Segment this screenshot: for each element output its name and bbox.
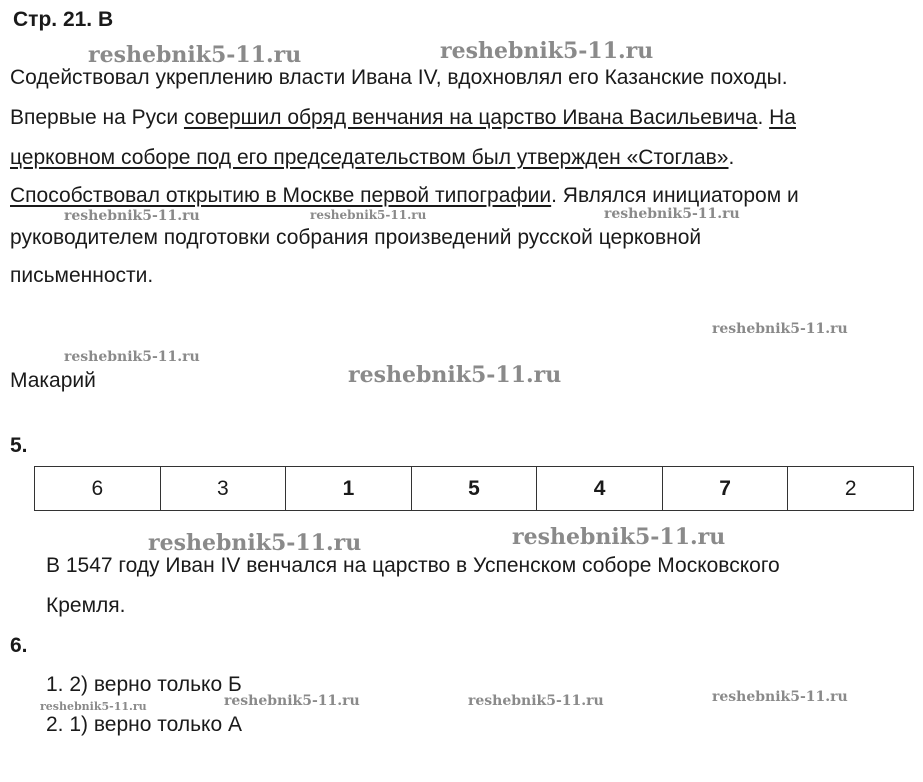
- page-title: Стр. 21. В: [13, 8, 114, 31]
- watermark: reshebnik5-11.ru: [348, 362, 562, 388]
- watermark: reshebnik5-11.ru: [224, 693, 360, 709]
- q6-answer: 2. 1) верно только А: [46, 713, 242, 736]
- table-row: [35, 467, 914, 511]
- watermark: reshebnik5-11.ru: [468, 693, 604, 709]
- table-cell: 5: [411, 467, 537, 511]
- q5-text-line: Кремля.: [46, 594, 126, 617]
- underlined-text: На: [769, 106, 796, 129]
- watermark: reshebnik5-11.ru: [64, 208, 200, 224]
- answer-text: Макарий: [10, 369, 96, 392]
- paragraph-text: .: [728, 146, 735, 169]
- paragraph-line: руководителем подготовки собрания произведений русской церковной: [10, 226, 702, 249]
- paragraph-sentence: Содействовал укреплению власти Ивана IV, вдохновлял его Казанские походы.: [10, 66, 788, 89]
- q5-text-line: В 1547 году Иван IV венчался на царство в Успенском соборе Московского: [46, 554, 780, 577]
- underlined-text: Способствовал открытию в Москве первой типографии: [10, 184, 552, 207]
- watermark: reshebnik5-11.ru: [512, 524, 726, 550]
- paragraph-line: [10, 146, 734, 170]
- table-cell: 2: [788, 467, 914, 511]
- watermark: reshebnik5-11.ru: [440, 38, 654, 64]
- table-cell: 6: [35, 467, 161, 511]
- paragraph-line: [10, 184, 799, 208]
- question-number: 5.: [10, 434, 28, 457]
- table-cell: 3: [160, 467, 286, 511]
- table-cell: 1: [286, 467, 412, 511]
- q6-answer: 1. 2) верно только Б: [46, 673, 242, 696]
- watermark: reshebnik5-11.ru: [40, 700, 147, 713]
- watermark: reshebnik5-11.ru: [712, 321, 848, 337]
- paragraph-line: письменности.: [10, 264, 154, 287]
- underlined-text: совершил обряд венчания на царство Ивана Васильевича: [183, 106, 758, 129]
- table-cell: 4: [537, 467, 663, 511]
- underlined-text: церковном соборе под его председательством был утвержден «Стоглав»: [10, 146, 729, 169]
- watermark: reshebnik5-11.ru: [310, 208, 427, 222]
- paragraph-text: .: [757, 106, 764, 129]
- watermark: reshebnik5-11.ru: [64, 349, 200, 365]
- watermark: reshebnik5-11.ru: [148, 530, 362, 556]
- paragraph-text: Впервые на Руси: [10, 106, 184, 129]
- paragraph-line: [10, 106, 796, 130]
- watermark: reshebnik5-11.ru: [712, 689, 848, 705]
- sequence-table: [34, 466, 914, 511]
- watermark: reshebnik5-11.ru: [88, 42, 302, 68]
- question-number: 6.: [10, 634, 28, 657]
- paragraph-line: [10, 66, 788, 90]
- paragraph-text: . Являлся инициатором и: [551, 184, 799, 207]
- watermark: reshebnik5-11.ru: [604, 206, 740, 222]
- table-cell: 7: [662, 467, 788, 511]
